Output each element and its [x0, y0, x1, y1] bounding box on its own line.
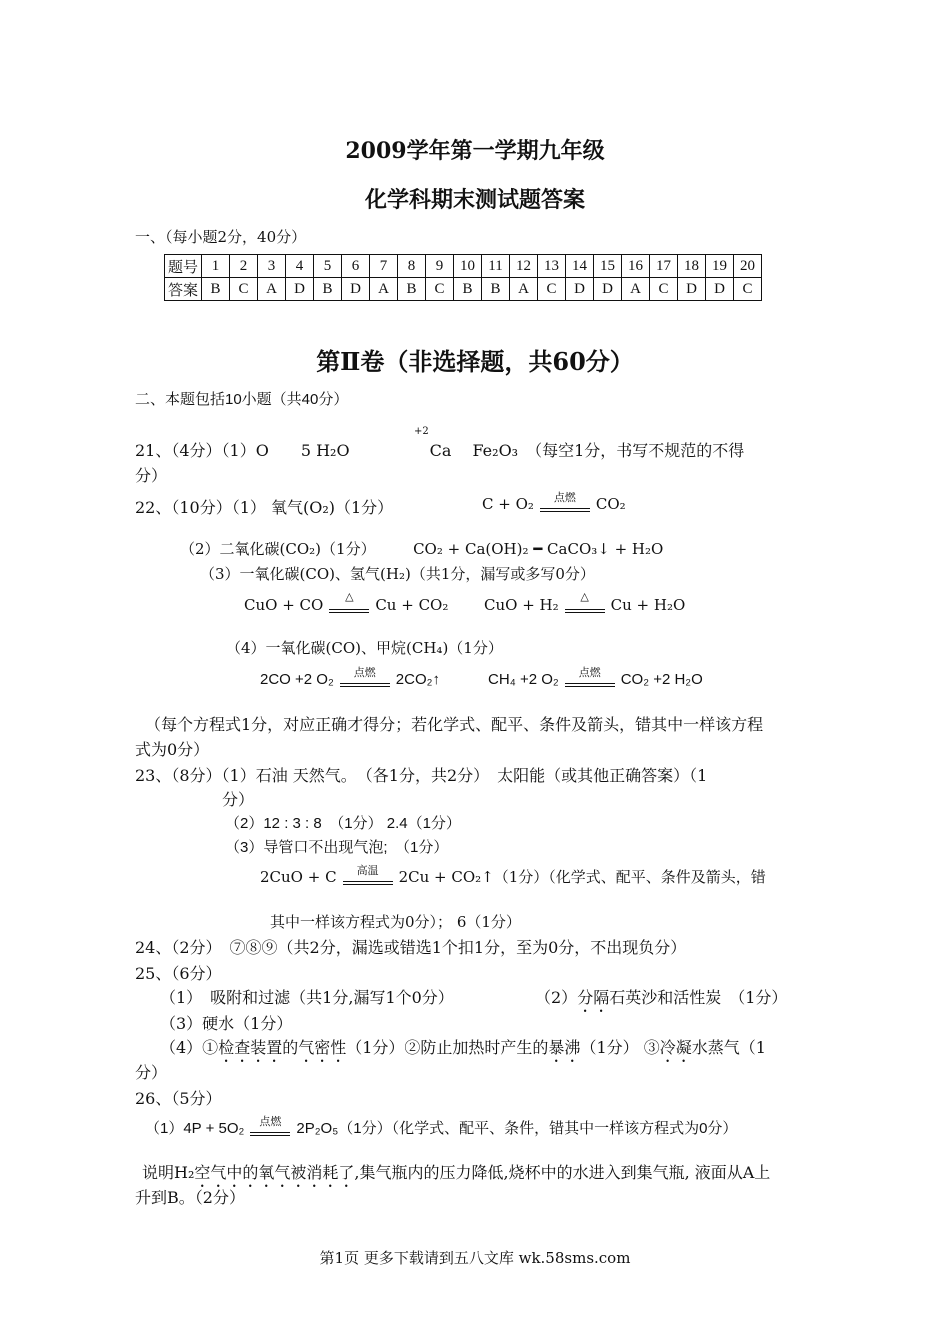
title-line-1: 2009学年第一学期九年级 — [345, 138, 605, 164]
text: 说明H₂ — [142, 1163, 195, 1182]
q22-note-line1: （每个方程式1分，对应正确才得分；若化学式、配平、条件及箭头，错其中一样该方程 — [145, 715, 764, 734]
answer-cell: B — [398, 278, 426, 301]
text: 的 — [282, 1038, 299, 1057]
question-number-cell: 18 — [678, 255, 706, 278]
q25-line2: （3）硬水（1分） — [160, 1014, 293, 1033]
answer-table-row1-label: 题号 — [165, 255, 202, 278]
answer-table-answer-row — [165, 278, 762, 301]
answer-cell: D — [286, 278, 314, 301]
q22-eq3a — [244, 590, 449, 616]
q22-eq1 — [482, 491, 626, 515]
answer-cell: A — [370, 278, 398, 301]
q25-line3 — [160, 1035, 766, 1066]
answer-cell: C — [538, 278, 566, 301]
answer-cell: A — [258, 278, 286, 301]
section2-header: 二、本题包括10小题（共40分） — [135, 391, 349, 408]
eq-left: C + O₂ — [482, 495, 534, 513]
part2-title: 第Ⅱ卷（非选择题，共60分） — [316, 347, 634, 376]
q22-line3: （3）一氧化碳(CO)、氢气(H₂)（共1分，漏写或多写0分） — [200, 565, 595, 583]
q26-header: 26、（5分） — [135, 1089, 222, 1108]
eq-right: CO₂ +2 H₂O — [620, 670, 703, 688]
eq-right: 2Cu + CO₂↑（1分）（化学式、配平、条件及箭头，错 — [398, 868, 766, 886]
question-number-cell: 2 — [230, 255, 258, 278]
emphasis-text: 分隔 — [577, 988, 610, 1007]
question-number-cell: 16 — [622, 255, 650, 278]
question-number-cell: 6 — [342, 255, 370, 278]
eq-right: Cu + H₂O — [610, 596, 686, 614]
answer-cell: C — [230, 278, 258, 301]
answer-cell: C — [650, 278, 678, 301]
q22-eq4b — [488, 667, 703, 690]
question-number-cell: 11 — [482, 255, 510, 278]
eq-left: 2CuO + C — [260, 868, 337, 886]
answer-cell: A — [510, 278, 538, 301]
answer-cell: B — [202, 278, 230, 301]
q22-eq3b — [484, 590, 686, 616]
question-number-cell: 14 — [566, 255, 594, 278]
answer-cell: B — [454, 278, 482, 301]
q22-eq4a — [260, 667, 440, 690]
q26-explanation-line2: 升到B。（2分） — [135, 1188, 245, 1207]
answer-cell: D — [342, 278, 370, 301]
emphasis-text: 暴沸 — [548, 1038, 581, 1057]
ignite-condition: 点燃 — [565, 670, 615, 690]
eq-left: CH₄ +2 O₂ — [488, 670, 559, 688]
question-number-cell: 4 — [286, 255, 314, 278]
q22-line4: （4）一氧化碳(CO)、甲烷(CH₄)（1分） — [226, 639, 503, 657]
q23-line3: （2）12 : 3 : 8 （1分） 2.4（1分） — [225, 815, 461, 832]
text: （1分）②防止加热时产生的 — [346, 1038, 549, 1057]
answer-cell: D — [706, 278, 734, 301]
eq-right: CO₂ — [595, 495, 626, 513]
q22-line1 — [135, 495, 393, 518]
answer-cell: D — [594, 278, 622, 301]
answer-cell: C — [734, 278, 762, 301]
question-number-cell: 8 — [398, 255, 426, 278]
text: （1分） ③ — [580, 1038, 660, 1057]
emphasis-text: 冷凝 — [659, 1038, 692, 1057]
q23-line6: 其中一样该方程式为0分）； 6（1分） — [270, 913, 521, 931]
eq-left: （1）4P + 5O₂ — [145, 1120, 245, 1137]
eq-right: 2P₂O₅（1分）（化学式、配平、条件，错其中一样该方程式为0分） — [296, 1120, 738, 1137]
title-line-2: 化学科期末测试题答案 — [364, 187, 585, 213]
answer-cell: D — [678, 278, 706, 301]
answer-cell: B — [314, 278, 342, 301]
emphasis-text: 气密性 — [298, 1038, 347, 1057]
page-footer: 第1页 更多下载请到五八文库 wk.58sms.com — [319, 1249, 631, 1267]
question-number-cell: 15 — [594, 255, 622, 278]
answer-cell: A — [622, 278, 650, 301]
question-number-cell: 9 — [426, 255, 454, 278]
emphasis-text: 空气中的氧气被消耗了 — [194, 1163, 355, 1182]
ignite-condition: 点燃 — [340, 670, 390, 690]
q23-line4: （3）导管口不出现气泡; （1分） — [225, 839, 449, 856]
question-number-cell: 1 — [202, 255, 230, 278]
q21-line2: 分） — [135, 466, 168, 485]
q22-line2: （2）二氧化碳(CO₂)（1分） CO₂ + Ca(OH)₂ ━ CaCO₃↓ + H₂O — [180, 540, 664, 558]
answer-cell: B — [482, 278, 510, 301]
q22-note-line2: 式为0分） — [135, 740, 210, 759]
question-number-cell: 7 — [370, 255, 398, 278]
eq-right: Cu + CO₂ — [375, 596, 449, 614]
q23-line1: 23、（8分）（1）石油 天然气。 （各1分，共2分） 太阳能（或其他正确答案）（1 — [135, 766, 708, 785]
heat-condition: △ — [565, 596, 605, 616]
q26-eq — [145, 1117, 737, 1139]
question-number-cell: 10 — [454, 255, 482, 278]
question-number-cell: 17 — [650, 255, 678, 278]
q21-superscript: +2 — [414, 426, 429, 437]
question-number-cell: 13 — [538, 255, 566, 278]
answer-table-row2-label: 答案 — [165, 278, 202, 301]
eq-left: 2CO +2 O₂ — [260, 670, 334, 688]
emphasis-text: 检查装置 — [218, 1038, 283, 1057]
section1-header: 一、（每小题2分，40分） — [135, 228, 307, 246]
answer-table — [164, 254, 762, 301]
answer-cell: D — [566, 278, 594, 301]
question-number-cell: 19 — [706, 255, 734, 278]
q25-line4: 分） — [135, 1063, 168, 1082]
text: 石英沙和活性炭 （1分） — [609, 988, 788, 1007]
answer-table-number-row — [165, 255, 762, 278]
text: ,集气瓶内的压力降低,烧杯中的水进入到集气瓶, 液面从A上 — [354, 1163, 771, 1182]
q23-eq — [260, 866, 766, 888]
question-number-cell: 20 — [734, 255, 762, 278]
q21-line1: 21、（4分）（1）O 5 H₂O Ca Fe₂O₃ （每空1分，书写不规范的不得 — [135, 441, 745, 460]
text: 水蒸气（1 — [691, 1038, 766, 1057]
high-temp-condition: 高温 — [343, 868, 393, 888]
text: （4）① — [160, 1038, 219, 1057]
q22-part1: 22、（10分）（1） 氧气(O₂)（1分） — [135, 498, 394, 517]
answer-cell: C — [426, 278, 454, 301]
eq-left: CuO + H₂ — [484, 596, 559, 614]
question-number-cell: 12 — [510, 255, 538, 278]
q25-header: 25、（6分） — [135, 964, 222, 983]
ignite-condition: 点燃 — [250, 1119, 290, 1139]
eq-left: CuO + CO — [244, 596, 324, 614]
text: （2） — [535, 988, 578, 1007]
question-number-cell: 5 — [314, 255, 342, 278]
q24-line: 24、（2分） ⑦⑧⑨（共2分，漏选或错选1个扣1分，至为0分，不出现负分） — [135, 938, 687, 957]
heat-condition: △ — [329, 596, 369, 616]
ignite-condition: 点燃 — [540, 495, 590, 515]
eq-right: 2CO₂↑ — [395, 670, 440, 688]
q25-line1b — [535, 985, 787, 1016]
q25-line1a: （1） 吸附和过滤（共1分,漏写1个0分） — [160, 988, 454, 1007]
question-number-cell: 3 — [258, 255, 286, 278]
q23-line2: 分） — [222, 790, 255, 809]
